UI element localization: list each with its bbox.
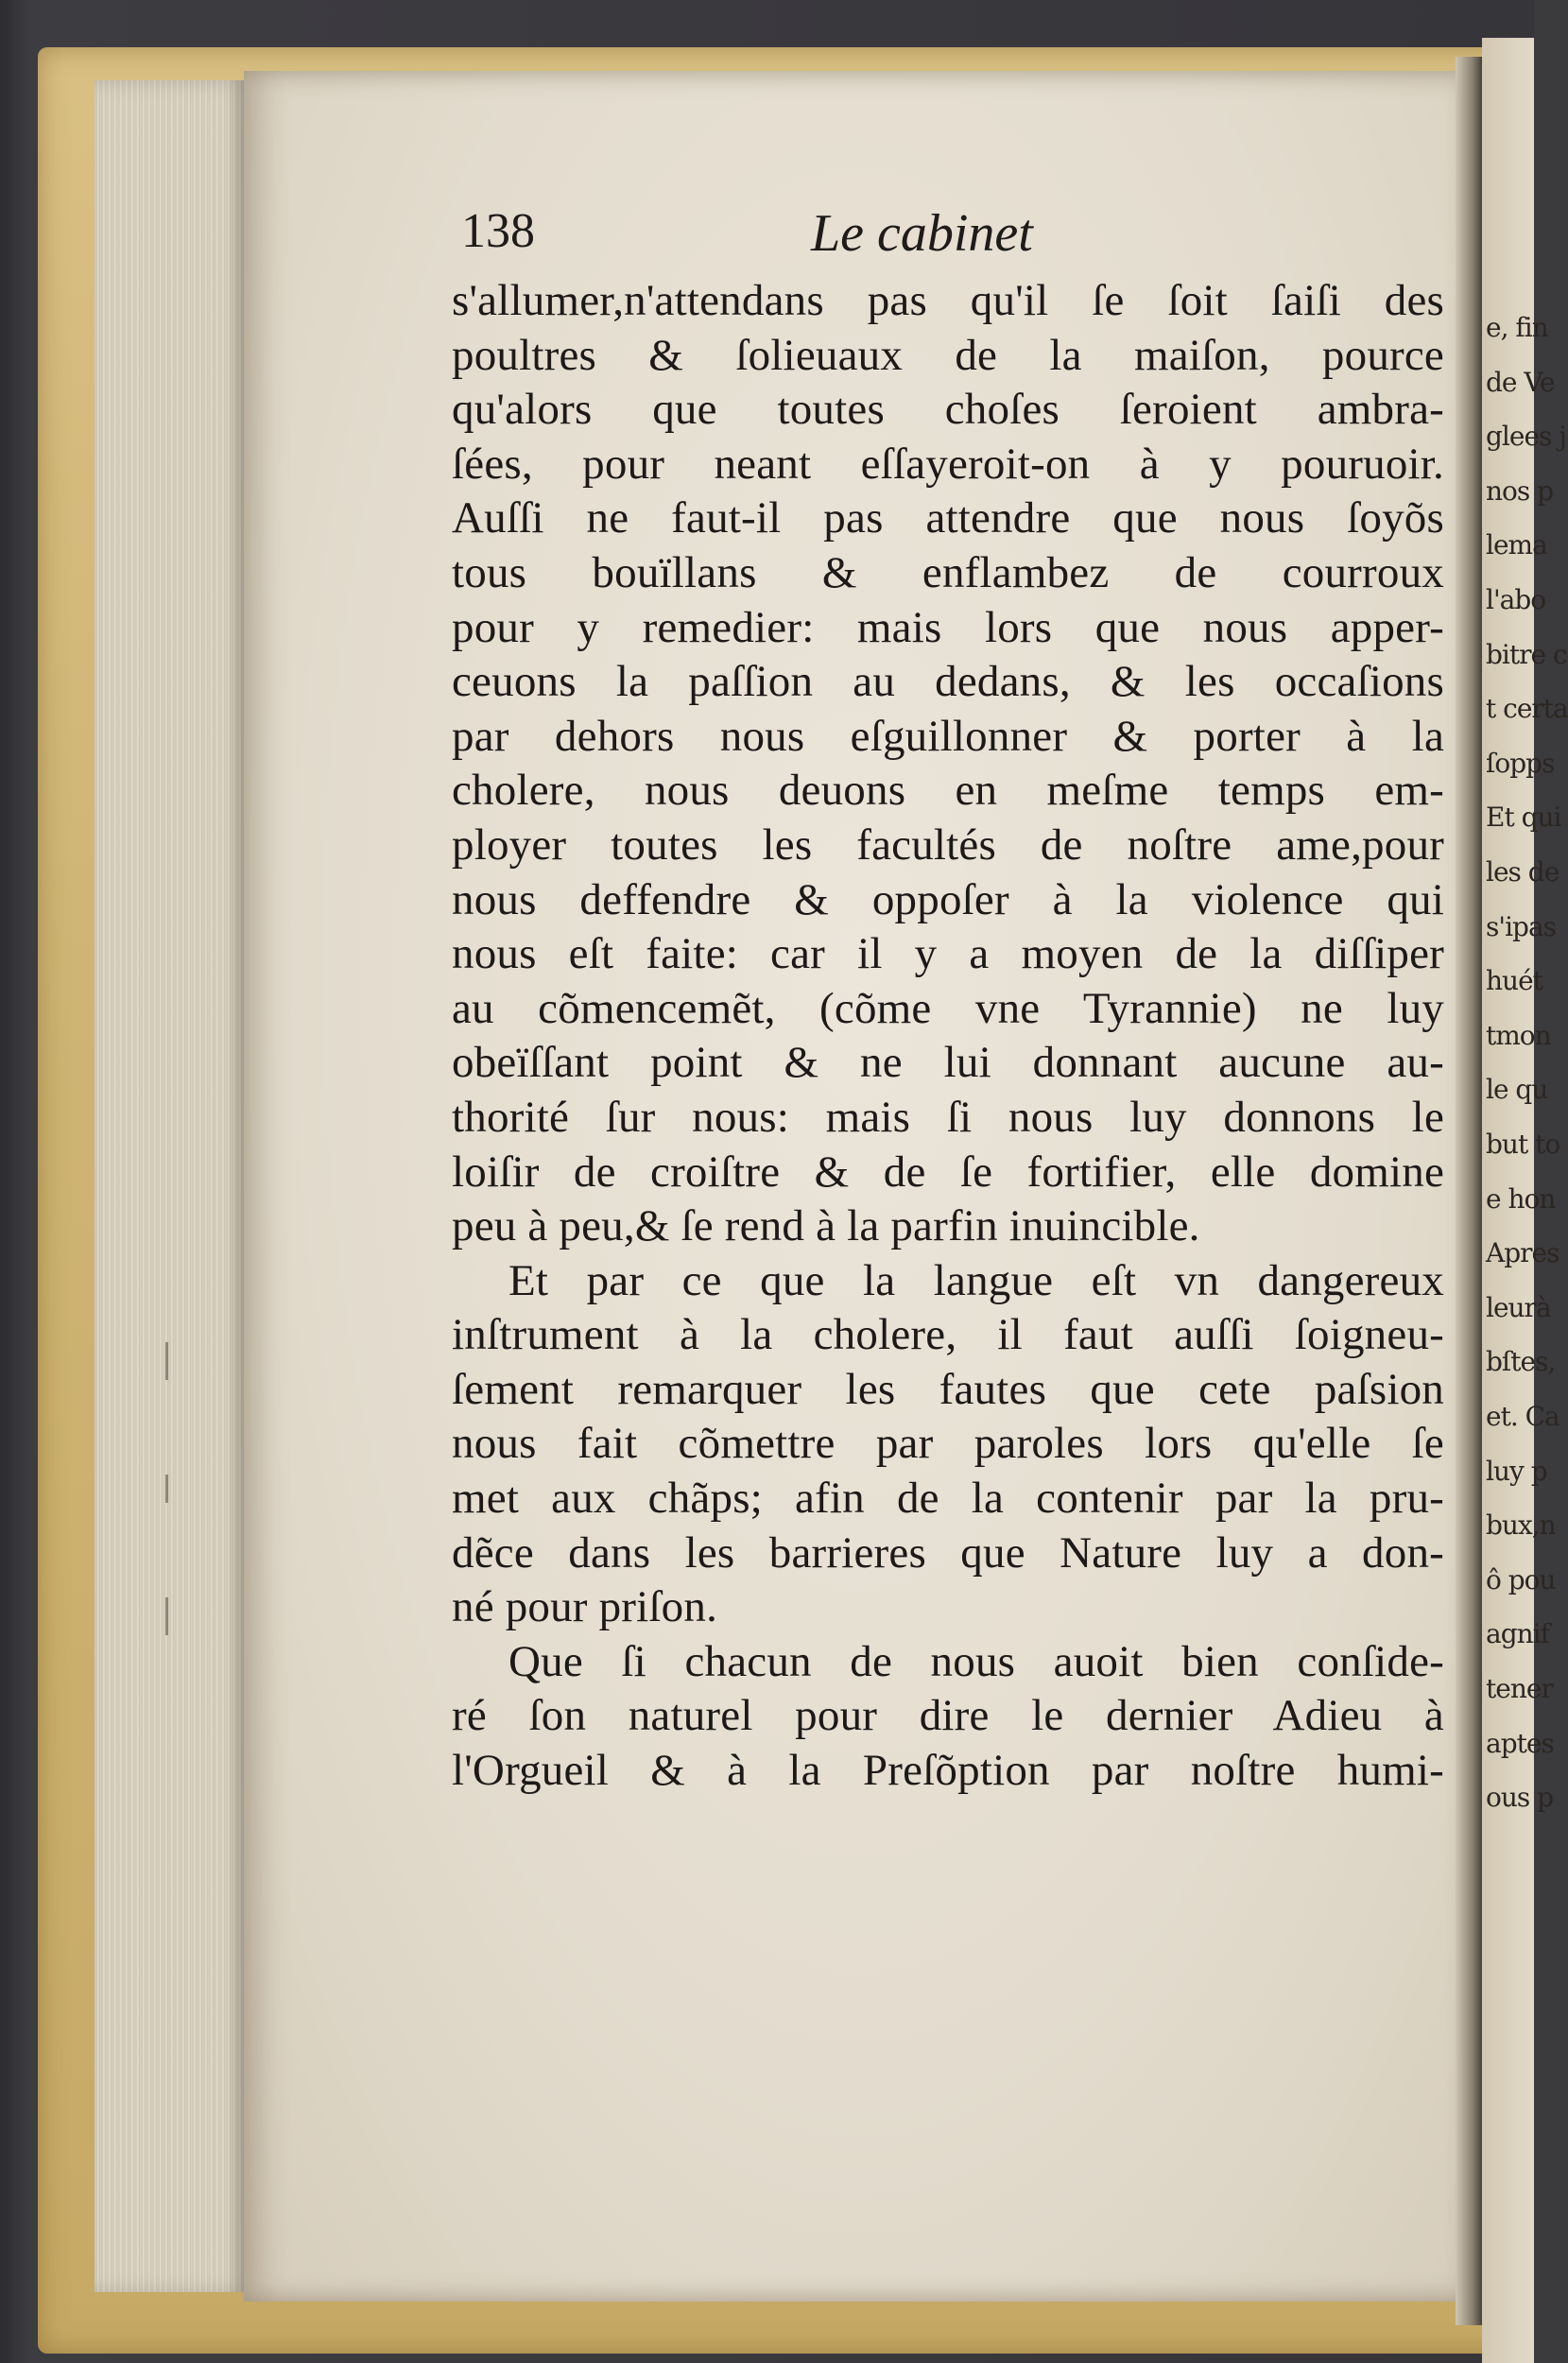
text-line: nous fait cõmettre par paroles lors qu'elle ſe xyxy=(452,1419,1444,1469)
text-line: nous eſt faite: car il y a moyen de la diſſiper xyxy=(452,929,1444,979)
text-line: cholere, nous deuons en meſme temps em- xyxy=(452,766,1444,816)
next-page-fragment: huét xyxy=(1486,965,1542,997)
edge-mark xyxy=(165,1597,168,1635)
next-page-fragment: Apres xyxy=(1486,1237,1559,1269)
next-page-fragment: bux,n xyxy=(1486,1509,1556,1542)
text-line: né pour priſon. xyxy=(452,1582,718,1632)
page-number: 138 xyxy=(461,204,535,258)
text-line: ré ſon naturel pour dire le dernier Adieu à xyxy=(452,1691,1444,1741)
next-page-fragment: Et qui xyxy=(1486,802,1561,834)
body-text xyxy=(452,274,1444,1799)
text-line: pour y remedier: mais lors que nous apper- xyxy=(452,602,1444,652)
page-header xyxy=(461,203,1406,269)
next-page-fragment: tmon xyxy=(1486,1019,1551,1051)
next-page-fragment: les de xyxy=(1486,856,1559,888)
next-page-fragment: luy p xyxy=(1486,1455,1547,1487)
text-line: inſtrument à la cholere, il faut auſſi ſoigneu- xyxy=(452,1310,1444,1360)
next-page-fragment: et. Ca xyxy=(1486,1401,1559,1432)
text-line: s'allumer,n'attendans pas qu'il ſe ſoit ſaiſi des xyxy=(452,276,1444,325)
text-line: au cõmencemẽt, (cõme vne Tyrannie) ne luy xyxy=(452,983,1444,1033)
next-page-fragment: ous p xyxy=(1486,1782,1554,1814)
text-line: nous deffendre & oppoſer à la violence qui xyxy=(452,874,1444,924)
next-page-fragment: l'abo xyxy=(1486,584,1546,615)
text-line: poultres & ſolieuaux de la maiſon, pource xyxy=(452,330,1444,380)
text-line: Auſſi ne faut-il pas attendre que nous ſoyõs xyxy=(452,493,1444,543)
text-line: par dehors nous eſguillonner & porter à la xyxy=(452,711,1444,761)
next-page-fragment: de Ve xyxy=(1486,366,1555,398)
next-page-fragment: bſtes, xyxy=(1486,1346,1556,1378)
next-page-fragment: aptes xyxy=(1486,1727,1554,1759)
next-page-fragment: e hon xyxy=(1486,1182,1556,1215)
text-line: loiſir de croiſtre & de ſe fortifier, elle domine xyxy=(452,1147,1444,1197)
text-line: Et par ce que la langue eſt vn dangereux xyxy=(508,1255,1444,1305)
text-line: ceuons la paſſion au dedans, & les occaſions xyxy=(452,657,1444,707)
text-line: ſement remarquer les fautes que cete paſsion xyxy=(452,1364,1444,1414)
text-line: Que ſi chacun de nous auoit bien conſide- xyxy=(508,1636,1444,1686)
text-line: peu à peu,& ſe rend à la parfin inuincible. xyxy=(452,1201,1200,1251)
text-line: tous bouïllans & enflambez de courroux xyxy=(452,547,1444,597)
text-line: ſées, pour neant eſſayeroit-on à y pouruoir. xyxy=(452,439,1444,489)
next-page-sliver xyxy=(1482,38,1568,2363)
edge-mark xyxy=(165,1475,168,1503)
text-line: ployer toutes les facultés de noſtre ame,pour xyxy=(452,819,1444,870)
next-page-fragment: le qu xyxy=(1486,1074,1548,1106)
next-page-fragment: tener xyxy=(1486,1673,1553,1704)
next-page-fragment: agnif xyxy=(1486,1618,1549,1650)
gutter xyxy=(1456,57,1484,2325)
next-page-fragment: glees j xyxy=(1486,421,1566,453)
text-line: met aux chãps; afin de la contenir par la pru- xyxy=(452,1474,1444,1524)
next-page-fragment: ſopps xyxy=(1486,747,1555,779)
next-page-fragment: bitre c xyxy=(1486,638,1567,670)
text-line: dẽce dans les barrieres que Nature luy a don- xyxy=(452,1527,1444,1578)
next-page-fragment: s'ipas xyxy=(1486,910,1557,942)
text-line: l'Orgueil & à la Preſõption par noſtre humi- xyxy=(452,1746,1444,1796)
running-head: Le cabinet xyxy=(811,204,1033,263)
text-line: thorité ſur nous: mais ſi nous luy donnons le xyxy=(452,1092,1444,1142)
next-page-fragment: but to xyxy=(1486,1129,1560,1160)
text-line: qu'alors que toutes choſes ſeroient ambra- xyxy=(452,385,1444,435)
next-page-fragment: lema xyxy=(1486,529,1547,561)
next-page-fragment: t certa xyxy=(1486,693,1568,725)
next-page-fragment: leurà xyxy=(1486,1291,1551,1323)
next-page-fragment: e, fin xyxy=(1486,312,1548,343)
edge-mark xyxy=(165,1342,168,1380)
next-page-fragment: ô pou xyxy=(1486,1563,1556,1595)
next-page-fragment: nos p xyxy=(1486,474,1554,507)
text-line: obeïſſant point & ne lui donnant aucune au- xyxy=(452,1038,1444,1088)
